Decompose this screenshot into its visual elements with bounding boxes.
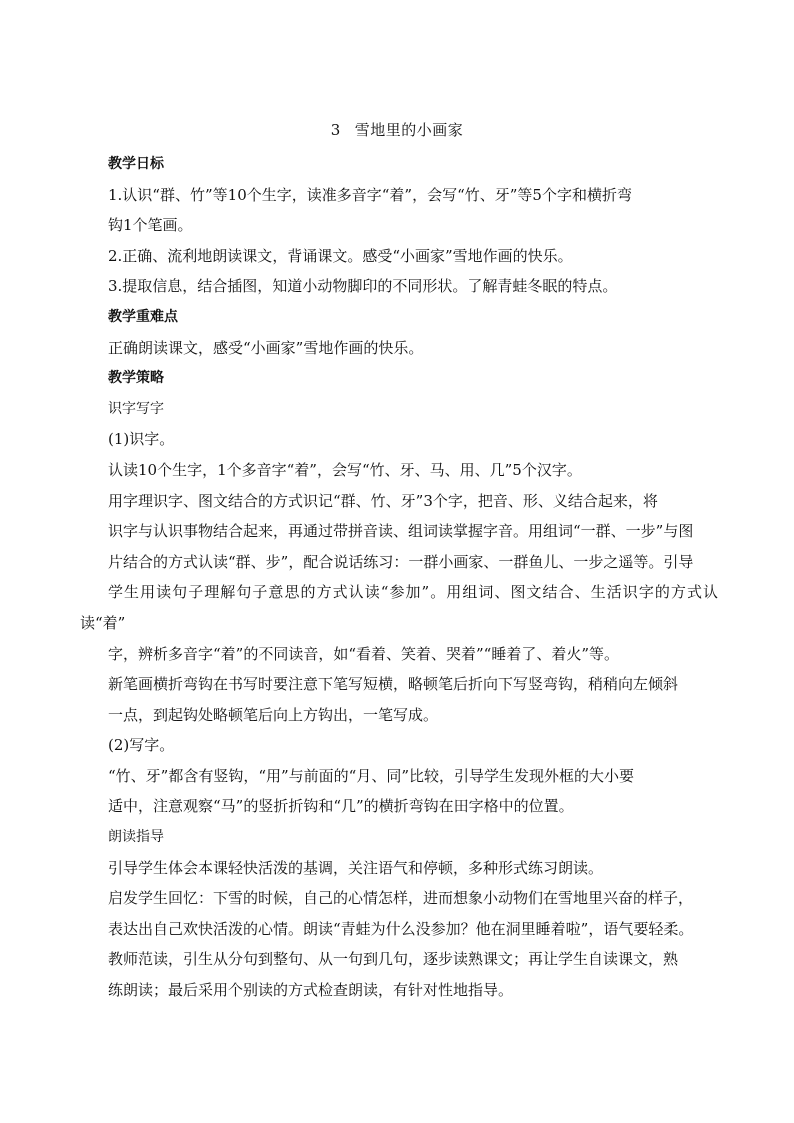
title-number: 3 (330, 121, 341, 139)
paragraph-line: 1.认识“群、竹”等10个生字，读准多音字“着”，会写“竹、牙”等5个字和横折弯 (108, 185, 632, 204)
paragraph-line: 一点，到起钩处略顿笔后向上方钩出，一笔写成。 (108, 705, 439, 724)
section-heading: 教学重难点 (108, 308, 178, 325)
paragraph-line: 认读10个生字，1个多音字“着”，会写“竹、牙、马、用、几”5个汉字。 (108, 460, 582, 479)
paragraph-line: 识字与认识事物结合起来，再通过带拼音读、组词读掌握字音。用组词“一群、一步”与图 (108, 522, 694, 541)
paragraph-line: 新笔画横折弯钩在书写时要注意下笔写短横，略顿笔后折向下写竖弯钩，稍稍向左倾斜 (108, 675, 679, 694)
paragraph-line: 教师范读，引生从分句到整句、从一句到几句，逐步读熟课文；再让学生自读课文，熟 (108, 950, 679, 969)
title-text: 雪地里的小画家 (354, 121, 464, 139)
paragraph-line: 用字理识字、图文结合的方式识记“群、竹、牙”3个字，把音、形、义结合起来，将 (108, 491, 658, 510)
paragraph-line: “竹、牙”都含有竖钩，“用”与前面的“月、同”比较，引导学生发现外框的大小要 (108, 766, 635, 785)
paragraph-line: 2.正确、流利地朗读课文，背诵课文。感受“小画家”雪地作画的快乐。 (108, 246, 573, 265)
paragraph-line: 钩1个笔画。 (108, 216, 193, 235)
subsection-heading: 朗读指导 (108, 829, 164, 846)
section-heading: 教学日标 (108, 156, 164, 172)
paragraph-line: (1)识字。 (108, 430, 175, 449)
subsection-heading: 识字写字 (108, 400, 164, 417)
paragraph-line: 片结合的方式认读“群、步”，配合说话练习：一群小画家、一群鱼儿、一步之遥等。引导 (108, 552, 694, 571)
paragraph-line: 练朗读；最后采用个别读的方式检查朗读，有针对性地指导。 (108, 981, 514, 1000)
paragraph-line: 引导学生体会本课轻快活泼的基调，关注语气和停顿，多种形式练习朗读。 (108, 858, 604, 877)
paragraph-line: (2)写字。 (108, 736, 175, 755)
paragraph-line: 启发学生回忆：下雪的时候，自己的心情怎样，进而想象小动物们在雪地里兴奋的样子， (108, 889, 694, 908)
document-title (0, 119, 794, 141)
paragraph-line: 正确朗读课文，感受“小画家”雪地作画的快乐。 (108, 338, 424, 357)
paragraph-line: 学生用读句子理解句子意思的方式认读“参加”。用组词、图文结合、生活识字的方式认读“着” (80, 583, 718, 632)
paragraph-line: 表达出自己欢快活泼的心情。朗读“青蛙为什么没参加？他在洞里睡着啦”，语气要轻柔。 (108, 919, 694, 938)
paragraph-line: 3.提取信息，结合插图，知道小动物脚印的不同形状。了解青蛙冬眠的特点。 (108, 277, 618, 296)
section-heading: 教学策略 (108, 370, 164, 387)
paragraph-line: 字，辨析多音字“着”的不同读音，如“看着、笑着、哭着”“睡着了、着火”等。 (108, 644, 620, 663)
paragraph-line: 适中，注意观察“马”的竖折折钩和“几”的横折弯钩在田字格中的位置。 (108, 797, 574, 816)
document-body (80, 149, 718, 1006)
